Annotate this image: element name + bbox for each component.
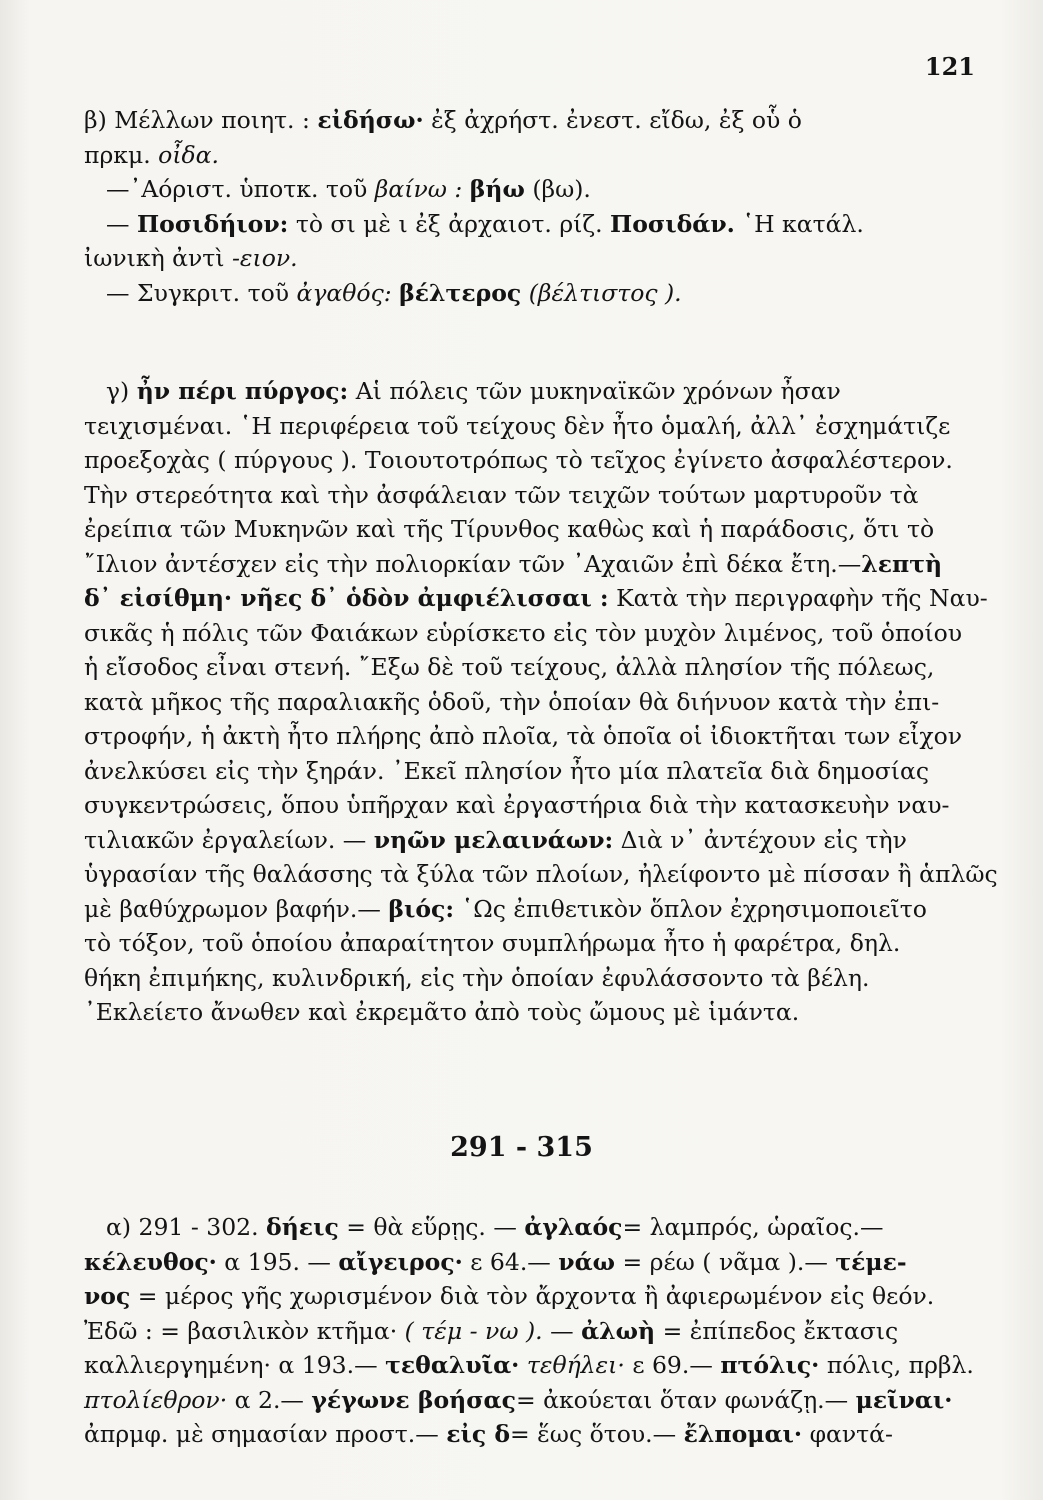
text-line: τιλιακῶν ἐργαλείων. — νηῶν μελαινάων: Διὰ ν᾿ ἀντέχουν εἰς τὴν (84, 825, 907, 854)
text-line: β) Μέλλων ποιητ. : εἰδήσω· ἐξ ἀχρήστ. ἐνεστ. εἴδω, ἐξ οὗ ὁ (84, 106, 802, 134)
text-line: νος = μέρος γῆς χωρισμένον διὰ τὸν ἄρχοντα ἢ ἀφιερωμένον εἰς θεόν. (84, 1282, 935, 1310)
text-line: ἡ εἴσοδος εἶναι στενή. ῎Εξω δὲ τοῦ τείχους, ἀλλὰ πλησίον τῆς πόλεως, (84, 653, 935, 681)
text-line: κέλευθος· α 195. — αἴγειρος· ε 64.— νάω = ρέω ( νᾶμα ).— τέμε- (84, 1247, 907, 1276)
text-line: καλλιεργημένη· α 193.— τεθαλυῖα· τεθήλει· ε 69.— πτόλις· πόλις, πρβλ. (84, 1351, 974, 1379)
text-line: γ) ἦν πέρι πύργος: Αἱ πόλεις τῶν μυκηναϊκῶν χρόνων ἦσαν (106, 377, 841, 405)
text-line: πτολίεθρον· α 2.— γέγωνε βοήσας= ἀκούεται ὅταν φωνάζῃ.— μεῖναι· (84, 1385, 953, 1414)
text-line: ᾿Εκλείετο ἄνωθεν καὶ ἐκρεμᾶτο ἀπὸ τοὺς ὤμους μὲ ἱμάντα. (84, 998, 800, 1026)
text-line: ἐρείπια τῶν Μυκηνῶν καὶ τῆς Τίρυνθος καθὼς καὶ ἡ παράδοσις, ὅτι τὸ (84, 515, 935, 543)
text-line: ἀνελκύσει εἰς τὴν ξηράν. ᾿Εκεῖ πλησίον ἦτο μία πλατεῖα διὰ δημοσίας (84, 756, 930, 785)
text-line: δ᾿ εἰσίθμη· νῆες δ᾿ ὁδὸν ἀμφιέλισσαι : Κατὰ τὴν περιγραφὴν τῆς Ναυ- (84, 584, 988, 612)
section-heading: 291 - 315 (450, 1132, 593, 1163)
text-line: α) 291 - 302. δήεις = θὰ εὕρῃς. — ἀγλαός= λαμπρός, ὡραῖος.— (106, 1213, 884, 1241)
text-line: — Ποσιδήιον: τὸ σι μὲ ι ἐξ ἀρχαιοτ. ρίζ. Ποσιδάν. ῾Η κατάλ. (106, 209, 864, 238)
text-line: ῎Ιλιον ἀντέσχεν εἰς τὴν πολιορκίαν τῶν ᾿Αχαιῶν ἐπὶ δέκα ἔτη.—λεπτὴ (84, 549, 943, 578)
text-line: Ἐδῶ : = βασιλικὸν κτῆμα· ( τέμ - νω ). — ἀλωὴ = ἐπίπεδος ἔκτασις (84, 1316, 899, 1345)
page-number: 121 (924, 52, 975, 81)
text-line: συγκεντρώσεις, ὅπου ὑπῆρχαν καὶ ἐργαστήρια διὰ τὴν κατασκευὴν ναυ- (84, 791, 950, 819)
text-line: προεξοχὰς ( πύργους ). Τοιουτοτρόπως τὸ τεῖχος ἐγίνετο ἀσφαλέστερον. (84, 446, 953, 474)
text-line: σικᾶς ἡ πόλις τῶν Φαιάκων εὑρίσκετο εἰς τὸν μυχὸν λιμένος, τοῦ ὁποίου (84, 618, 963, 647)
text-line: πρκμ. οἶδα. (84, 140, 220, 169)
text-line: ὑγρασίαν τῆς θαλάσσης τὰ ξύλα τῶν πλοίων, ἠλείφοντο μὲ πίσσαν ἢ ἁπλῶς (84, 860, 998, 888)
text-line: — Συγκριτ. τοῦ ἀγαθός: βέλτερος (βέλτιστος ). (106, 278, 682, 307)
text-line: —᾿Αόριστ. ὑποτκ. τοῦ βαίνω : βήω (βω). (106, 175, 591, 203)
text-line: ἰωνικὴ ἀντὶ -ειον. (84, 244, 298, 272)
text-line: στροφήν, ἡ ἀκτὴ ἦτο πλήρης ἀπὸ πλοῖα, τὰ ὁποῖα οἱ ἰδιοκτῆται των εἶχον (84, 722, 963, 750)
paragraph-beta (84, 103, 958, 310)
text-line: τὸ τόξον, τοῦ ὁποίου ἀπαραίτητον συμπλήρωμα ἦτο ἡ φαρέτρα, δηλ. (84, 929, 901, 957)
text-line: κατὰ μῆκος τῆς παραλιακῆς ὁδοῦ, τὴν ὁποίαν θὰ διήνυον κατὰ τὴν ἐπι- (84, 687, 940, 716)
text-line: μὲ βαθύχρωμον βαφήν.— βιός: ῾Ως ἐπιθετικὸν ὅπλον ἐχρησιμοποιεῖτο (84, 894, 927, 923)
paragraph-alpha (84, 1210, 974, 1452)
paragraph-gamma (84, 374, 998, 1030)
text-line: ἀπρμφ. μὲ σημασίαν προστ.— εἰς δ= ἕως ὅτου.— ἔλπομαι· φαντά- (84, 1420, 893, 1448)
text-line: Τὴν στερεότητα καὶ τὴν ἀσφάλειαν τῶν τειχῶν τούτων μαρτυροῦν τὰ (84, 480, 919, 509)
text-line: θήκη ἐπιμήκης, κυλινδρική, εἰς τὴν ὁποίαν ἐφυλάσσοντο τὰ βέλη. (84, 963, 870, 992)
text-line: τειχισμέναι. ῾Η περιφέρεια τοῦ τείχους δὲν ἦτο ὁμαλή, ἀλλ᾿ ἐσχημάτιζε (84, 411, 951, 440)
